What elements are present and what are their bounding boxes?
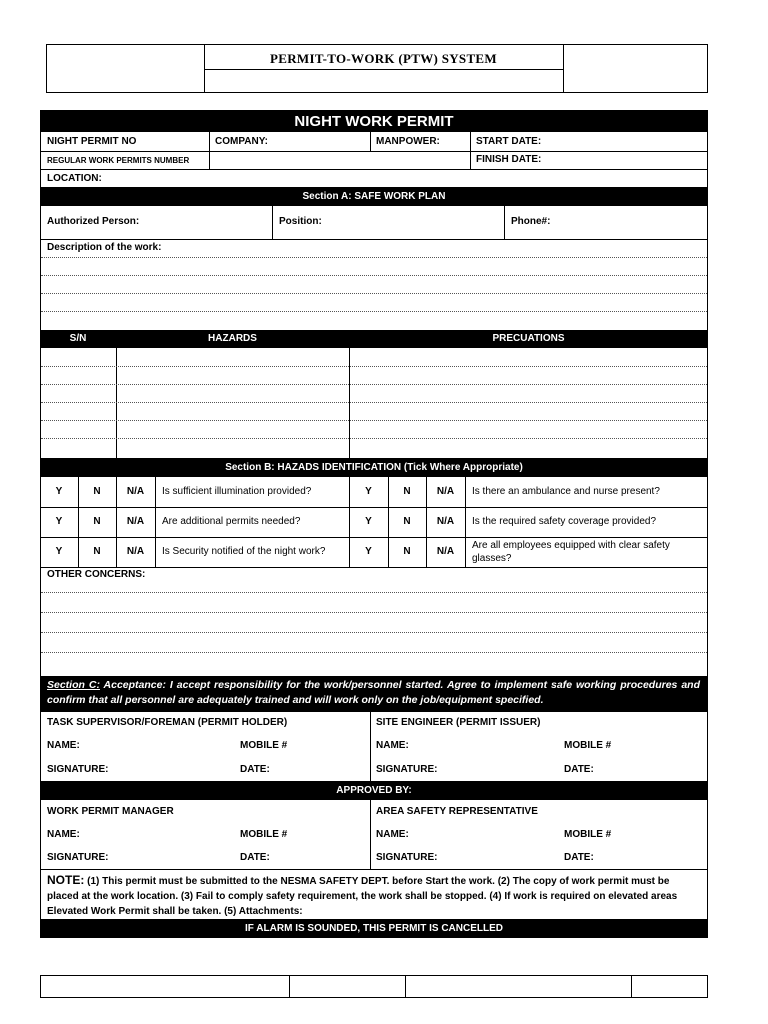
col-line xyxy=(370,800,371,869)
footer-table xyxy=(40,975,708,998)
hazards-header: HAZARDS xyxy=(208,333,257,344)
issuer-signature-label: SIGNATURE: xyxy=(376,764,438,775)
question-ambulance: Is there an ambulance and nurse present? xyxy=(472,486,660,497)
na-box[interactable]: N/A xyxy=(126,546,145,557)
na-box[interactable]: N/A xyxy=(436,546,455,557)
rep-mobile-label: MOBILE # xyxy=(564,829,612,840)
question-additional-permits: Are additional permits needed? xyxy=(162,516,301,527)
section-c-text: Acceptance: I accept responsibility for the work/personnel started. Agree to implement safe working procedures and confirm that all personnel are adequately trained and will work only on the job/equipment specified. xyxy=(47,679,701,706)
rep-date-label: DATE: xyxy=(564,852,594,863)
section-c-acceptance xyxy=(40,676,708,712)
work-permit-manager-label: WORK PERMIT MANAGER xyxy=(47,806,174,817)
dotted-line xyxy=(41,257,707,258)
precautions-header: PRECUATIONS xyxy=(492,333,565,344)
dotted-line xyxy=(41,275,707,276)
no-box[interactable]: N xyxy=(93,546,101,557)
approved-by-bar: APPROVED BY: xyxy=(40,781,708,800)
manager-signature-label: SIGNATURE: xyxy=(47,852,109,863)
row-line xyxy=(40,507,708,508)
dotted-line xyxy=(41,420,707,421)
col-line xyxy=(155,477,156,567)
question-security-notified: Is Security notified of the night work? xyxy=(162,546,326,557)
dotted-line xyxy=(41,612,707,613)
other-concerns-label: OTHER CONCERNS: xyxy=(47,569,146,580)
issuer-name-label: NAME: xyxy=(376,740,409,751)
row-line xyxy=(40,869,708,870)
header-title: PERMIT-TO-WORK (PTW) SYSTEM xyxy=(270,51,497,66)
dotted-line xyxy=(41,311,707,312)
no-box[interactable]: N xyxy=(403,546,411,557)
question-safety-glasses: Are all employees equipped with clear safety glasses? xyxy=(472,540,670,564)
holder-date-label: DATE: xyxy=(240,764,270,775)
dotted-line xyxy=(41,384,707,385)
col-line xyxy=(470,132,471,169)
permit-title: NIGHT WORK PERMIT xyxy=(40,110,708,132)
location-label: LOCATION: xyxy=(47,173,102,184)
no-box[interactable]: N xyxy=(403,486,411,497)
area-safety-rep-label: AREA SAFETY REPRESENTATIVE xyxy=(376,806,538,817)
no-box[interactable]: N xyxy=(93,486,101,497)
col-line xyxy=(370,132,371,151)
finish-date-label: FINISH DATE: xyxy=(476,154,542,165)
row-line xyxy=(40,567,708,568)
yes-box[interactable]: Y xyxy=(365,486,372,497)
dotted-line xyxy=(41,438,707,439)
question-safety-coverage: Is the required safety coverage provided? xyxy=(472,516,656,527)
yes-box[interactable]: Y xyxy=(55,516,63,527)
na-box[interactable]: N/A xyxy=(436,486,455,497)
task-supervisor-label: TASK SUPERVISOR/FOREMAN (PERMIT HOLDER) xyxy=(47,717,288,728)
section-a-title: Section A: SAFE WORK PLAN xyxy=(40,187,708,206)
col-line xyxy=(272,206,273,239)
row-line xyxy=(40,169,708,170)
holder-name-label: NAME: xyxy=(47,740,80,751)
manager-mobile-label: MOBILE # xyxy=(240,829,288,840)
row-line xyxy=(40,537,708,538)
section-c-label: Section C: xyxy=(47,679,100,691)
footer-divider xyxy=(289,975,290,998)
col-line xyxy=(349,348,350,458)
note-label: NOTE: xyxy=(47,873,85,887)
header-divider xyxy=(563,44,564,93)
alarm-bar: IF ALARM IS SOUNDED, THIS PERMIT IS CANCELLED xyxy=(40,919,708,938)
start-date-label: START DATE: xyxy=(476,136,542,147)
question-illumination: Is sufficient illumination provided? xyxy=(162,486,312,497)
footer-divider xyxy=(405,975,406,998)
yes-box[interactable]: Y xyxy=(55,486,63,497)
issuer-mobile-label: MOBILE # xyxy=(564,740,612,751)
dotted-line xyxy=(41,402,707,403)
na-box[interactable]: N/A xyxy=(436,516,455,527)
rep-name-label: NAME: xyxy=(376,829,409,840)
col-line xyxy=(465,477,466,567)
row-line xyxy=(40,239,708,240)
phone-label: Phone#: xyxy=(511,216,551,227)
na-box[interactable]: N/A xyxy=(126,486,145,497)
manager-date-label: DATE: xyxy=(240,852,270,863)
note-text: (1) This permit must be submitted to the NESMA SAFETY DEPT. before Start the work. (2) The copy of work permit must be placed at the work location. (3) Fail to comply safety requirement, the work shall be stopped. (4) If work is required on elevated areas Elevated Work Permit shall be taken. (5) Attachments: xyxy=(47,876,678,917)
authorized-person-label: Authorized Person: xyxy=(47,216,140,227)
night-permit-no-label: NIGHT PERMIT NO xyxy=(47,136,137,147)
col-line xyxy=(504,206,505,239)
description-label: Description of the work: xyxy=(47,242,162,253)
footer-divider xyxy=(631,975,632,998)
regular-permits-label: REGULAR WORK PERMITS NUMBER xyxy=(47,156,190,165)
holder-signature-label: SIGNATURE: xyxy=(47,764,109,775)
dotted-line xyxy=(41,632,707,633)
header-divider xyxy=(204,69,563,70)
site-engineer-label: SITE ENGINEER (PERMIT ISSUER) xyxy=(376,717,541,728)
dotted-line xyxy=(41,293,707,294)
rep-signature-label: SIGNATURE: xyxy=(376,852,438,863)
manpower-label: MANPOWER: xyxy=(376,136,440,147)
company-label: COMPANY: xyxy=(215,136,268,147)
no-box[interactable]: N xyxy=(93,516,101,527)
position-label: Position: xyxy=(279,216,322,227)
row-line xyxy=(40,151,708,152)
holder-mobile-label: MOBILE # xyxy=(240,740,288,751)
sn-header: S/N xyxy=(69,333,87,344)
na-box[interactable]: N/A xyxy=(126,516,145,527)
yes-box[interactable]: Y xyxy=(365,546,372,557)
issuer-date-label: DATE: xyxy=(564,764,594,775)
col-line xyxy=(370,712,371,781)
yes-box[interactable]: Y xyxy=(365,516,372,527)
manager-name-label: NAME: xyxy=(47,829,80,840)
note-block xyxy=(40,871,708,919)
dotted-line xyxy=(41,652,707,653)
col-line xyxy=(209,132,210,169)
dotted-line xyxy=(41,366,707,367)
no-box[interactable]: N xyxy=(403,516,411,527)
dotted-line xyxy=(41,592,707,593)
yes-box[interactable]: Y xyxy=(55,546,63,557)
col-line xyxy=(116,348,117,458)
section-b-title: Section B: HAZADS IDENTIFICATION (Tick Where Appropriate) xyxy=(40,458,708,477)
